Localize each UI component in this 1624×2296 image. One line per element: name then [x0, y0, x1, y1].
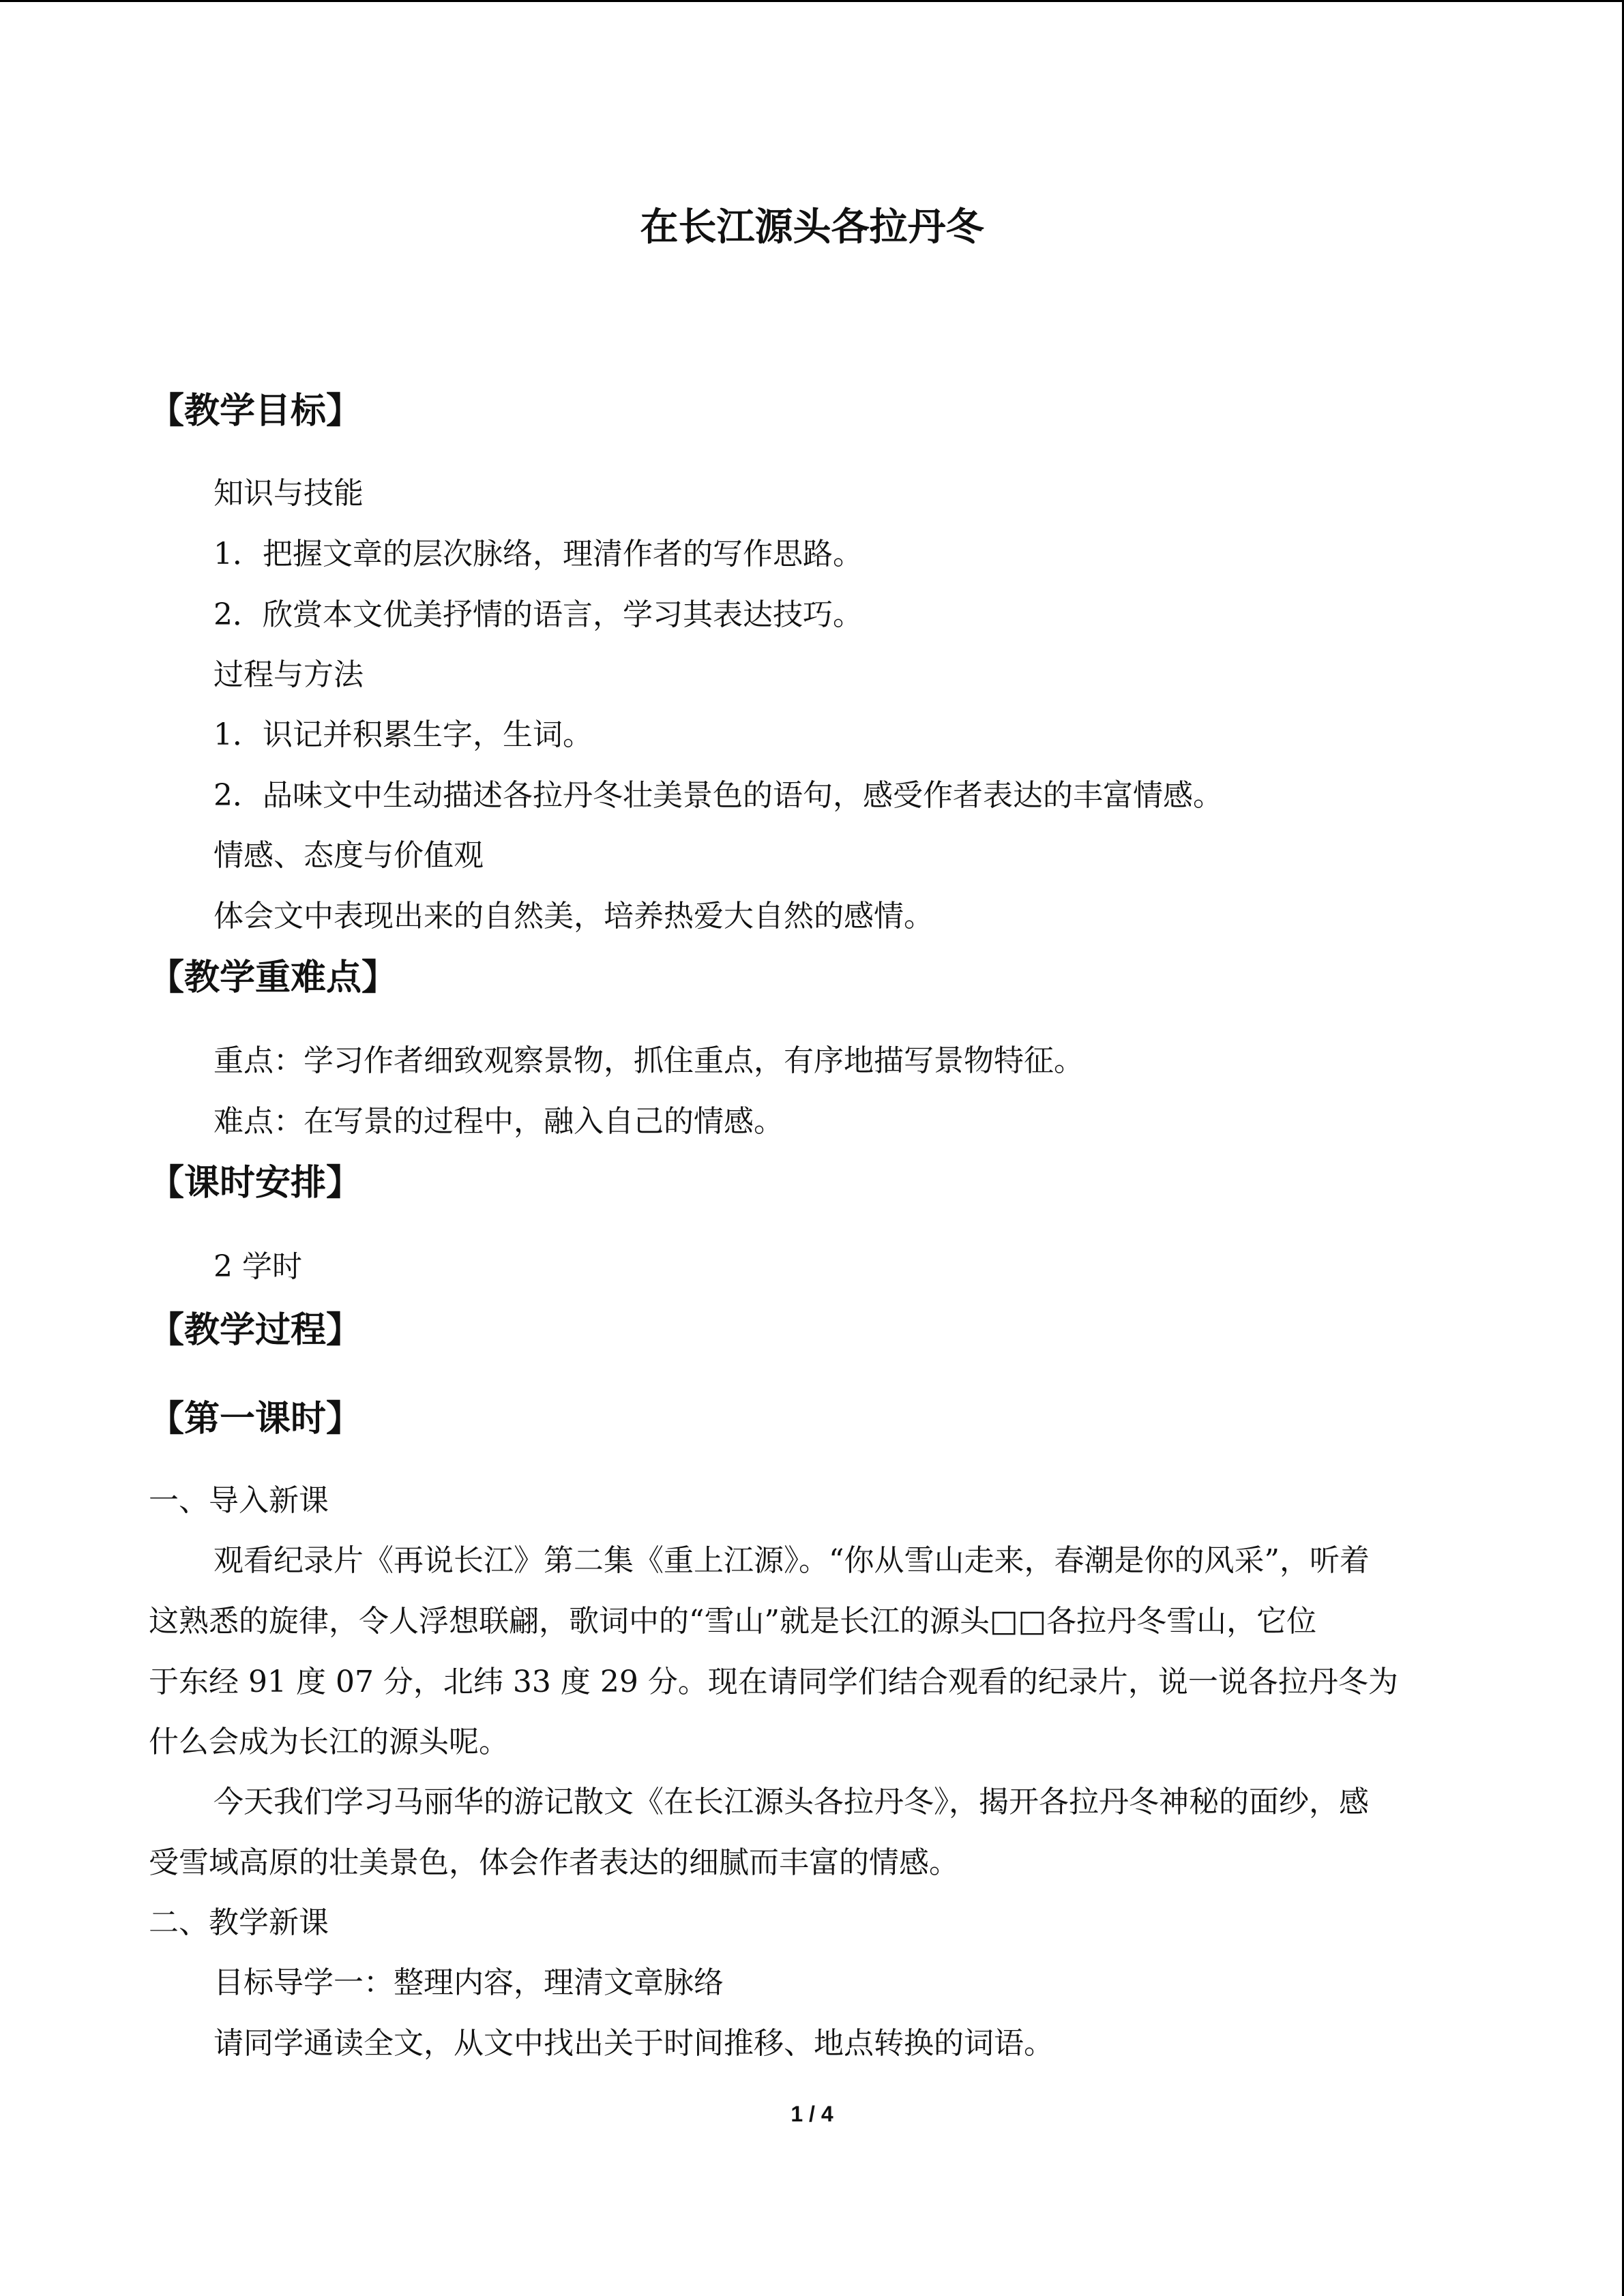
knowledge-item-1: 1．把握文章的层次脉络，理清作者的写作思路。 — [213, 537, 863, 571]
schedule-text: 2 学时 — [213, 1249, 302, 1284]
process-item-1: 1．识记并积累生字，生词。 — [213, 717, 593, 752]
para2-line-1: 今天我们学习马丽华的游记散文《在长江源头各拉丹冬》，揭开各拉丹冬神秘的面纱，感 — [213, 1785, 1369, 1819]
para1-line-4: 什么会成为长江的源头呢。 — [149, 1725, 509, 1759]
difficulty-text: 难点：在写景的过程中，融入自己的情感。 — [213, 1104, 784, 1139]
focus-text: 重点：学习作者细致观察景物，抓住重点，有序地描写景物特征。 — [213, 1043, 1084, 1078]
heading-lesson-1: 【第一课时】 — [149, 1398, 362, 1440]
knowledge-item-2: 2．欣赏本文优美抒情的语言，学习其表达技巧。 — [213, 597, 863, 632]
heading-process: 【教学过程】 — [149, 1309, 362, 1351]
para2-line-2: 受雪域高原的壮美景色，体会作者表达的细腻而丰富的情感。 — [149, 1845, 959, 1880]
page-border-top — [0, 0, 1624, 2]
para1-line-2: 这熟悉的旋律，令人浮想联翩，歌词中的“雪山”就是长江的源头□□各拉丹冬雪山，它位 — [149, 1604, 1317, 1639]
emotion-text: 体会文中表现出来的自然美，培养热爱大自然的感情。 — [213, 899, 934, 934]
heading-key-points: 【教学重难点】 — [149, 957, 398, 998]
heading-objectives: 【教学目标】 — [149, 390, 362, 432]
para1-line-3: 于东经 91 度 07 分，北纬 33 度 29 分。现在请同学们结合观看的纪录片，说一说各拉丹冬为 — [149, 1665, 1398, 1699]
goal-1: 目标导学一：整理内容，理清文章脉络 — [213, 1965, 724, 2000]
heading-schedule: 【课时安排】 — [149, 1162, 362, 1204]
page-number: 1 / 4 — [791, 2102, 833, 2126]
emotion-label: 情感、态度与价值观 — [213, 838, 484, 873]
para1-line-1: 观看纪录片《再说长江》第二集《重上江源》。“你从雪山走来，春潮是你的风采”，听着 — [213, 1543, 1370, 1578]
instruction-text: 请同学通读全文，从文中找出关于时间推移、地点转换的词语。 — [213, 2026, 1054, 2061]
document-title: 在长江源头各拉丹冬 — [640, 205, 984, 250]
knowledge-label: 知识与技能 — [213, 476, 364, 511]
part1-label: 一、导入新课 — [149, 1483, 329, 1518]
process-label: 过程与方法 — [213, 657, 364, 692]
part2-label: 二、教学新课 — [149, 1905, 329, 1940]
process-item-2: 2．品味文中生动描述各拉丹冬壮美景色的语句，感受作者表达的丰富情感。 — [213, 778, 1223, 813]
